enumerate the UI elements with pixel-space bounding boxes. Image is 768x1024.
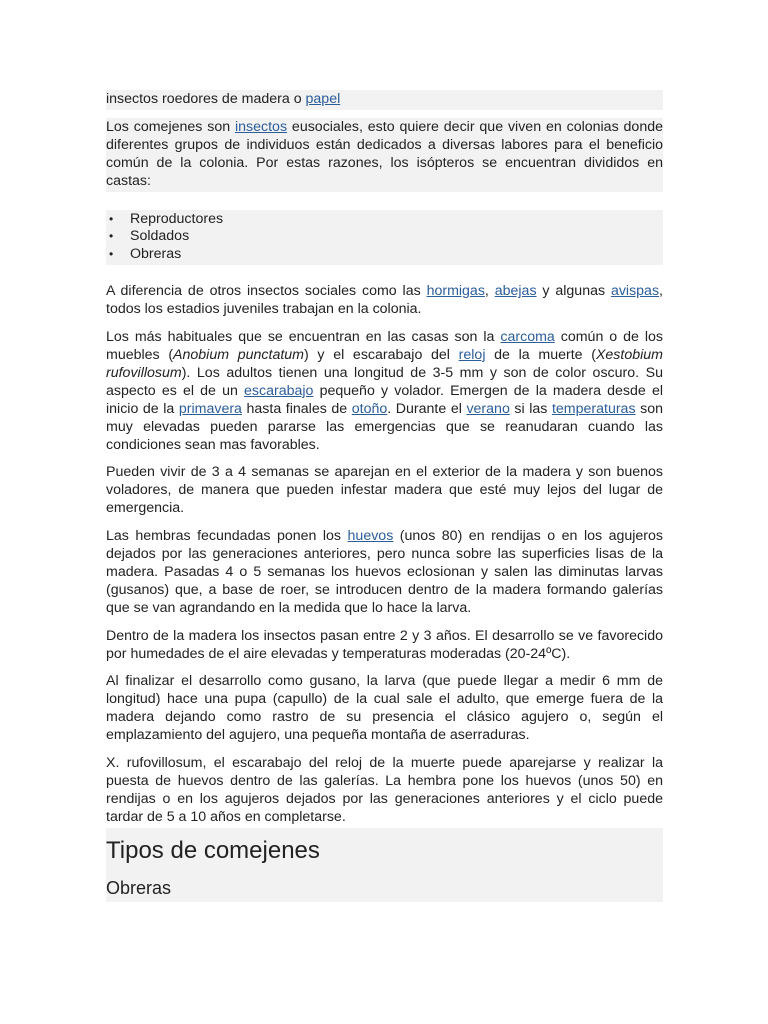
intro-text: insectos roedores de madera o (106, 91, 306, 107)
link-huevos[interactable]: huevos (347, 528, 394, 545)
link-escarabajo[interactable]: escarabajo (244, 382, 314, 399)
subheading-obreras: Obreras (106, 877, 172, 898)
link-carcoma[interactable]: carcoma (500, 329, 555, 346)
headings-block (106, 828, 663, 902)
section-heading-tipos: Tipos de comejenes (106, 836, 320, 864)
paragraph-text: X. rufovillosum, el escarabajo del reloj de la muerte puede aparejarse y realizar la puesta de huevos dentro de las galerías. La hembra pone los huevos (unos 50) en rendijas o en los agujeros dejados por las generaciones anteriores y el ciclo puede tardar de 5 a 10 años en completarse. (106, 755, 663, 825)
text-span: si las (509, 400, 552, 417)
text-span: de la muerte ( (485, 346, 596, 363)
species-name: Anobium punctatum (173, 346, 304, 363)
paragraph-dentro (106, 627, 663, 665)
paragraph-eusociales (106, 118, 663, 192)
link-temperaturas[interactable]: temperaturas (551, 400, 636, 417)
paragraph-text: Al finalizar el desarrollo como gusano, la larva (que puede llegar a medir 6 mm de longitud) hace una pupa (capullo) de la cual sale el adulto, que emerge fuera de la madera dejando como rastro de su presencia el clásico agujero o, según el emplazamiento del agujero, una pequeña montaña de aserraduras. (106, 673, 663, 744)
link-otono[interactable]: otoño (351, 400, 388, 417)
text-span: A diferencia de otros insectos sociales como las (106, 283, 427, 300)
species-name: Xestobium rufovillosum (106, 346, 663, 381)
list-item: • Obreras (130, 246, 663, 264)
castas-list (106, 211, 663, 265)
paragraph-finalizar (106, 672, 663, 746)
text-span: común o de los muebles ( (106, 329, 663, 363)
text-span: pequeño y volador. Emergen de la madera desde el inicio de la (106, 382, 663, 417)
link-primavera[interactable]: primavera (178, 400, 242, 417)
castas-list-block (106, 210, 663, 266)
text-span: ) y el escarabajo del (303, 346, 459, 363)
list-item: • Soldados (130, 228, 663, 246)
link-insectos[interactable]: insectos (235, 118, 288, 135)
paragraph-diferencia (106, 282, 663, 320)
link-reloj[interactable]: reloj (458, 346, 486, 363)
paragraph-rufovillosum (106, 754, 663, 828)
text-span: ). Los adultos tienen una longitud de 3-5 mm y son de color oscuro. Su aspecto es el de un (106, 364, 663, 399)
link-verano[interactable]: verano (466, 400, 510, 417)
text-span: . Durante el (387, 400, 467, 417)
intro-paragraph (106, 90, 663, 110)
paragraph-habituales (106, 328, 663, 455)
text-span: , (484, 283, 495, 300)
link-abejas[interactable]: abejas (494, 283, 537, 300)
text-span: , todos los estadios juveniles trabajan en la colonia. (106, 283, 663, 318)
text-span: (unos 80) en rendijas o en los agujeros dejados por las generaciones anteriores, pero nunca sobre las superficies lisas de la madera. Pasadas 4 o 5 semanas los huevos eclosionan y salen las diminutas larvas (gusanos) que, a base de roer, se introducen dentro de la madera formando galerías que se van agrandando en la medida que lo hace la larva. (106, 528, 664, 616)
text-span: hasta finales de (241, 400, 352, 417)
paragraph-vivir (106, 463, 663, 519)
paragraph-text: Pueden vivir de 3 a 4 semanas se aparejan en el exterior de la madera y son buenos voladores, de manera que pueden infestar madera que esté muy lejos del lugar de emergencia. (106, 464, 663, 517)
text-span: son muy elevadas pueden pararse las emergencias que se reanudaran cuando las condiciones sean mas favorables. (106, 400, 663, 453)
article-body (106, 90, 663, 902)
paragraph-hembras (106, 527, 663, 619)
text-span: eusociales, esto quiere decir que viven en colonias donde diferentes grupos de individuos están dedicados a diversas labores para el beneficio común de la colonia. Por estas razones, los isópteros se encuentran divididos en castas: (106, 118, 663, 189)
text-span: Los más habituales que se encuentran en las casas son la (106, 329, 501, 346)
link-avispas[interactable]: avispas (610, 283, 660, 300)
paragraph-text: Dentro de la madera los insectos pasan entre 2 y 3 años. El desarrollo se ve favorecido por humedades de el aire elevadas y temperaturas moderadas (20-24ºC). (106, 627, 663, 662)
link-papel[interactable]: papel (305, 91, 341, 107)
list-item: • Reproductores (130, 211, 663, 229)
text-span: Las hembras fecundadas ponen los (106, 528, 348, 545)
text-span: Los comejenes son (106, 118, 235, 135)
text-span: y algunas (536, 283, 611, 300)
link-hormigas[interactable]: hormigas (426, 283, 485, 300)
